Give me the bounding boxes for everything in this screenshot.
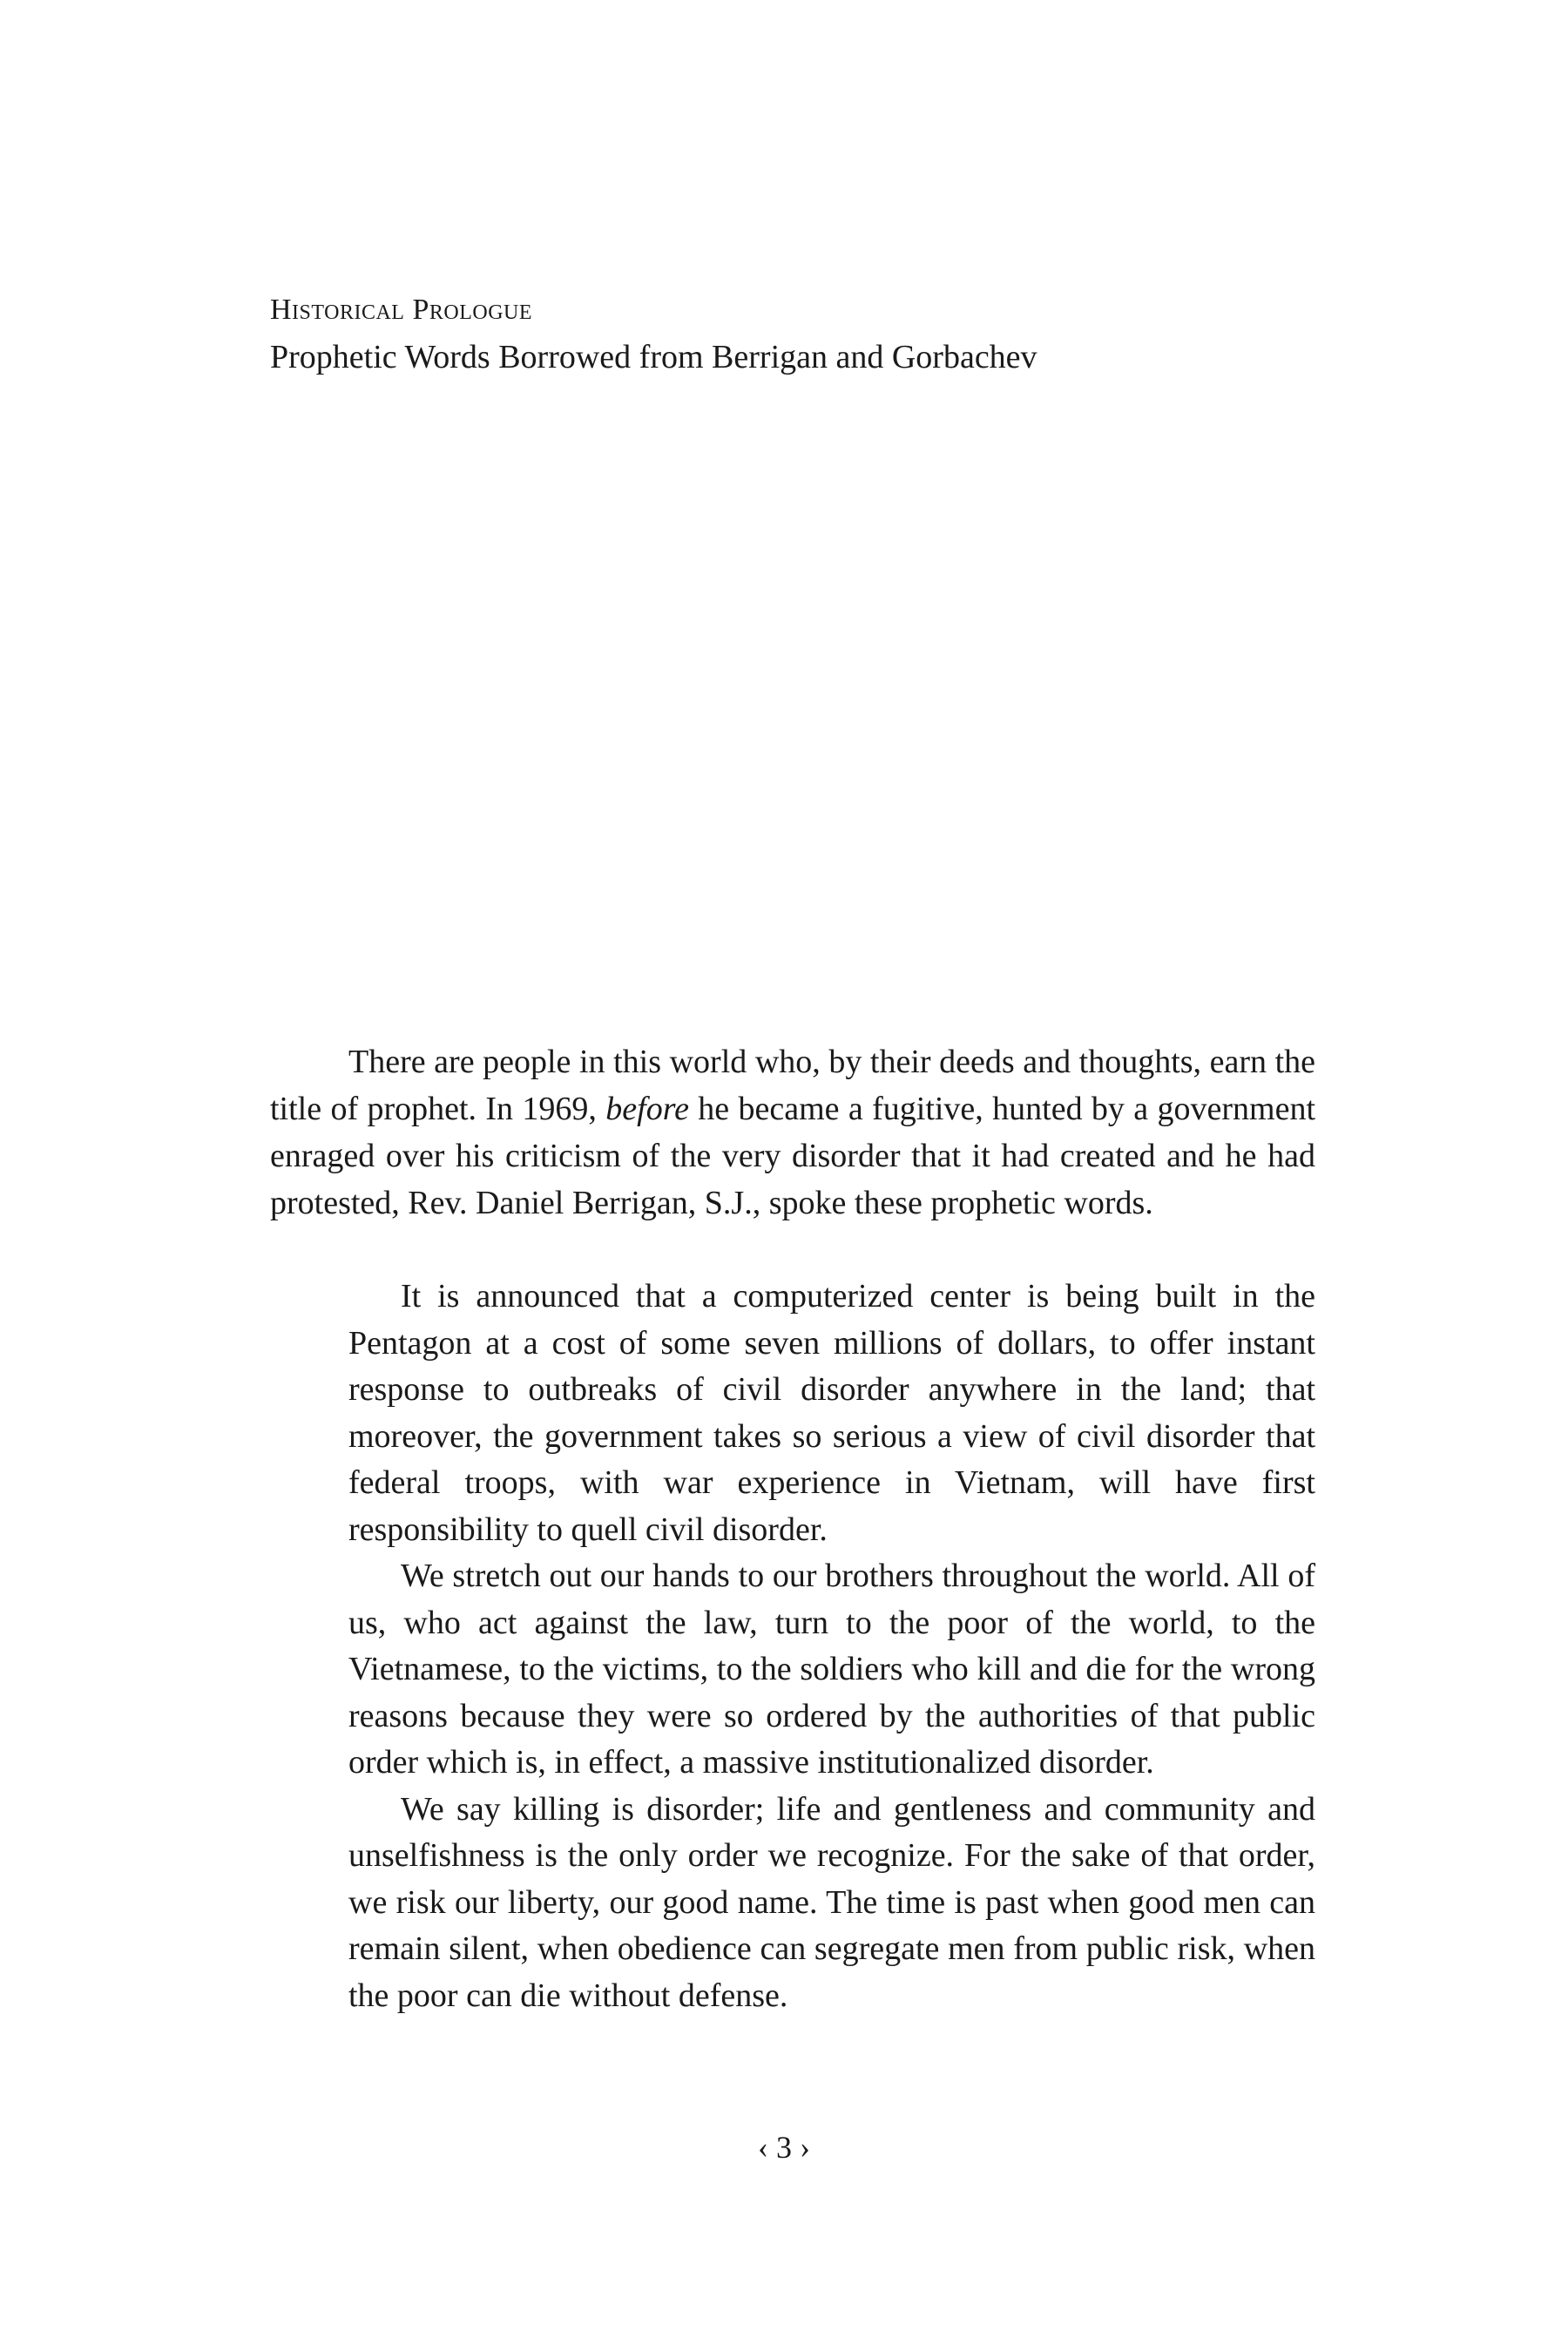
page-number: ‹ 3 › — [758, 2130, 810, 2165]
intro-text-part1: There are people in this world who, by their deeds and thoughts, earn the title of prophet. In 1969, — [270, 1044, 1315, 1127]
intro-text-part2: he became a fugitive, hunted by a government enraged over his criticism of the very disorder that it had created and he had protested, Rev. Daniel Berrigan, S.J., spoke these prophetic words. — [270, 1091, 1316, 1221]
quote-paragraph: We say killing is disorder; life and gentleness and community and unselfishness is the only order we recognize. For the sake of that order, we risk our liberty, our good name. The time is past when good men can remain silent, when obedience can segregate men from public risk, when the poor can die without defense. — [348, 1790, 1315, 2014]
intro-paragraph — [270, 1038, 1315, 1227]
quote-paragraph: It is announced that a computerized center is being built in the Pentagon at a cost of some seven millions of dollars, to offer instant response to outbreaks of civil disorder anywhere in the land; that moreover, the government takes so serious a view of civil disorder that federal troops, with war experience in Vietnam, will have first responsibility to quell civil disorder. — [348, 1278, 1315, 1548]
section-label: Historical Prologue — [270, 294, 533, 326]
block-quote — [348, 1274, 1315, 2019]
intro-emphasis: before — [605, 1091, 689, 1127]
body-text — [270, 1038, 1315, 2019]
quote-paragraph: We stretch out our hands to our brothers throughout the world. All of us, who act against the law, turn to the poor of the world, to the Vietnamese, to the victims, to the soldiers who kill and die for the wrong reasons because they were so ordered by the authorities of that public order which is, in effect, a massive institutionalized disorder. — [348, 1558, 1315, 1781]
chapter-heading — [270, 287, 1315, 382]
chapter-title: Prophetic Words Borrowed from Berrigan and Gorbachev — [270, 339, 1037, 375]
